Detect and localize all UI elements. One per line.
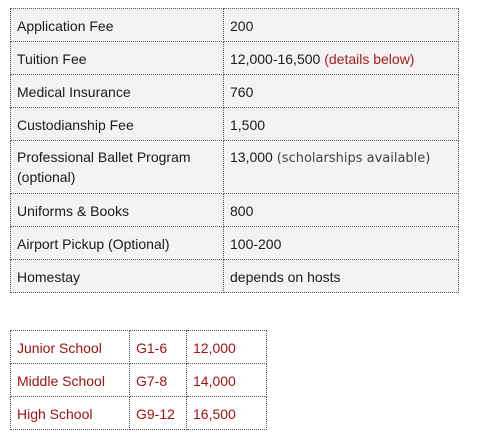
fee-row-medical (11, 75, 459, 108)
fee-value (224, 260, 459, 293)
fee-value (224, 227, 459, 260)
school-row-high (11, 397, 267, 430)
fee-row-uniforms (11, 194, 459, 227)
school-name: High School (11, 397, 130, 430)
fee-amount: 13,000 (230, 149, 273, 165)
school-row-junior (11, 331, 267, 364)
fee-amount: 12,000-16,500 (230, 51, 321, 67)
school-tuition: 14,000 (187, 364, 267, 397)
school-tuition: 12,000 (187, 331, 267, 364)
school-grades: G9-12 (130, 397, 187, 430)
school-grades: G7-8 (130, 364, 187, 397)
fee-row-ballet (11, 141, 459, 194)
fee-value (224, 141, 459, 194)
fee-row-custodianship (11, 108, 459, 141)
fee-label: Uniforms & Books (11, 194, 224, 227)
fee-row-application (11, 9, 459, 42)
fee-label: Homestay (11, 260, 224, 293)
school-name: Junior School (11, 331, 130, 364)
school-tuition-table (10, 330, 267, 430)
fee-amount: 200 (230, 18, 254, 34)
fee-label: Application Fee (11, 9, 224, 42)
fee-amount: 800 (230, 203, 254, 219)
fee-amount: 760 (230, 84, 254, 100)
fee-table (10, 8, 459, 293)
fee-value (224, 42, 459, 75)
fee-row-homestay (11, 260, 459, 293)
fee-amount: 1,500 (230, 117, 266, 133)
school-tuition: 16,500 (187, 397, 267, 430)
fee-row-tuition (11, 42, 459, 75)
school-row-middle (11, 364, 267, 397)
fee-label: Airport Pickup (Optional) (11, 227, 224, 260)
school-grades: G1-6 (130, 331, 187, 364)
fee-value (224, 108, 459, 141)
fee-note: (scholarships available) (276, 151, 431, 166)
fee-amount: 100-200 (230, 236, 282, 252)
fee-label: Professional Ballet Program (optional) (11, 141, 224, 194)
fee-row-airport (11, 227, 459, 260)
fee-value (224, 75, 459, 108)
fee-amount: depends on hosts (230, 269, 341, 285)
fee-note: (details below) (324, 51, 415, 67)
fee-value (224, 9, 459, 42)
school-name: Middle School (11, 364, 130, 397)
fee-label: Custodianship Fee (11, 108, 224, 141)
fee-label: Tuition Fee (11, 42, 224, 75)
fee-value (224, 194, 459, 227)
fee-label: Medical Insurance (11, 75, 224, 108)
